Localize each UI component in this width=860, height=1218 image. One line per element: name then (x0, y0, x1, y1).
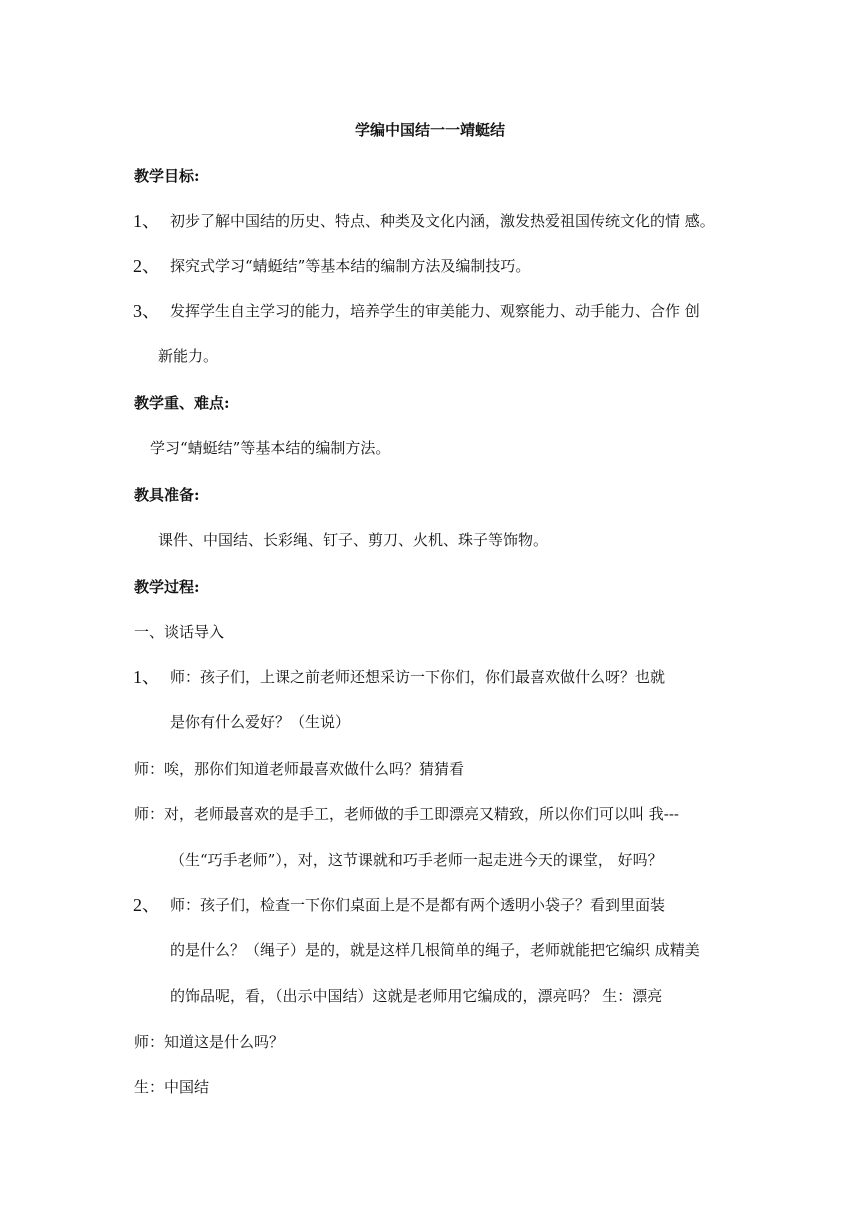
process-item-2-line-3: 的饰品呢，看，（出示中国结）这就是老师用它编成的，漂亮吗？ 生：漂亮 (170, 987, 663, 1005)
objective-2-number: 2、 (133, 256, 160, 276)
key-points-heading: 教学重、难点: (134, 394, 230, 412)
process-paragraph-2-line-2: （生“巧手老师”），对，这节课就和巧手老师一起走进今天的课堂， 好吗？ (170, 851, 663, 869)
objectives-heading: 教学目标: (134, 167, 200, 185)
process-item-1-line-2: 是你有什么爱好？（生说） (170, 713, 351, 731)
process-item-1-line-1: 师：孩子们，上课之前老师还想采访一下你们，你们最喜欢做什么呀？也就 (170, 668, 666, 686)
objective-3-text: 发挥学生自主学习的能力，培养学生的审美能力、观察能力、动手能力、合作 创 (170, 302, 700, 320)
process-paragraph-2-line-1: 师：对，老师最喜欢的是手工，老师做的手工即漂亮又精致，所以你们可以叫 我--- (134, 805, 679, 823)
process-item-2-line-2: 的是什么？（绳子）是的，就是这样几根简单的绳子，老师就能把它编织 成精美 (170, 941, 700, 959)
materials-text: 课件、中国结、长彩绳、钉子、剪刀、火机、珠子等饰物。 (158, 531, 549, 549)
materials-heading: 教具准备: (134, 486, 200, 504)
objective-3-number: 3、 (133, 301, 160, 321)
process-heading: 教学过程: (134, 578, 200, 596)
objective-3-continuation: 新能力。 (158, 347, 219, 365)
process-item-2-number: 2、 (133, 895, 160, 915)
key-points-text: 学习“蜻蜓结”等基本结的编制方法。 (150, 439, 391, 457)
objective-1-text: 初步了解中国结的历史、特点、种类及文化内涵，激发热爱祖国传统文化的情 感。 (170, 212, 715, 230)
section-1-title: 一、谈话导入 (134, 623, 225, 641)
document-title: 学编中国结一一靖蜓结 (354, 121, 505, 139)
process-item-2-line-1: 师：孩子们，检查一下你们桌面上是不是都有两个透明小袋子？看到里面装 (170, 896, 666, 914)
process-item-1-number: 1、 (133, 667, 160, 687)
objective-1-number: 1、 (133, 211, 160, 231)
process-paragraph-4: 生：中国结 (134, 1078, 210, 1096)
process-paragraph-3: 师：知道这是什么吗？ (134, 1033, 285, 1051)
process-paragraph-1: 师：唉，那你们知道老师最喜欢做什么吗？猜猜看 (134, 760, 465, 778)
objective-2-text: 探究式学习“蜻蜓结”等基本结的编制方法及编制技巧。 (170, 257, 531, 275)
